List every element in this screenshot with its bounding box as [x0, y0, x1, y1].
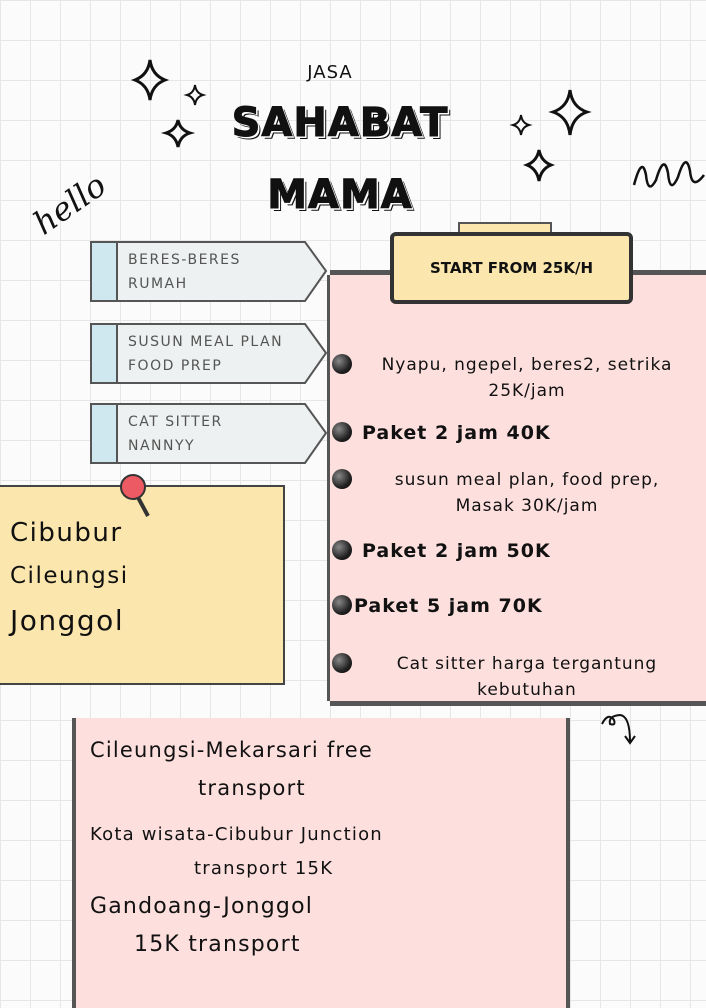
transport-text: transport 15K: [194, 858, 334, 879]
price-item: [332, 352, 702, 404]
hello-script: hello: [26, 165, 114, 243]
price-label: START FROM 25K/H: [390, 232, 633, 304]
location: Cibubur: [10, 518, 123, 548]
transport-text: 15K transport: [134, 932, 301, 957]
curly-arrow-icon: [598, 712, 648, 748]
price-text: Paket 2 jam 50K: [362, 540, 551, 562]
location: Cileungsi: [10, 563, 129, 589]
transport-text: Cileungsi-Mekarsari free: [90, 738, 374, 762]
service-tag: [90, 402, 328, 464]
price-text: Paket 5 jam 70K: [354, 595, 543, 617]
service-line: CAT SITTER: [128, 414, 223, 430]
price-text: susun meal plan, food prep,: [394, 470, 660, 490]
bullet-icon: [332, 540, 352, 560]
bullet-icon: [332, 354, 352, 374]
price-item: [332, 651, 702, 703]
price-text: kebutuhan: [477, 680, 577, 700]
title-line-1: SAHABAT: [231, 100, 449, 146]
service-line: NANNYY: [128, 438, 196, 454]
price-text: Nyapu, ngepel, beres2, setrika: [381, 355, 673, 375]
title-prefix: JASA: [307, 62, 353, 83]
transport-panel: [72, 718, 570, 1008]
pushpin-icon: [118, 472, 158, 522]
service-line: RUMAH: [128, 276, 188, 292]
bullet-icon: [332, 469, 352, 489]
price-item: [332, 593, 702, 619]
price-text: 25K/jam: [488, 381, 566, 401]
transport-text: Kota wisata-Cibubur Junction: [90, 824, 383, 845]
bullet-icon: [332, 653, 352, 673]
price-item: [332, 467, 702, 519]
title-line-2: MAMA: [267, 172, 413, 218]
bullet-icon: [332, 595, 352, 615]
service-tag: [90, 322, 328, 384]
service-line: SUSUN MEAL PLAN: [128, 334, 284, 350]
transport-text: Gandoang-Jonggol: [90, 894, 314, 919]
service-tag: [90, 240, 328, 302]
price-item: [332, 538, 702, 564]
bullet-icon: [332, 422, 352, 442]
service-line: BERES-BERES: [128, 252, 241, 268]
service-line: FOOD PREP: [128, 358, 223, 374]
price-text: Cat sitter harga tergantung: [396, 654, 658, 674]
price-text: Masak 30K/jam: [455, 496, 599, 516]
transport-text: transport: [198, 776, 306, 800]
price-item: [332, 420, 702, 446]
loops-doodle-icon: [632, 145, 706, 205]
price-text: Paket 2 jam 40K: [362, 422, 551, 444]
location: Jonggol: [10, 604, 125, 637]
